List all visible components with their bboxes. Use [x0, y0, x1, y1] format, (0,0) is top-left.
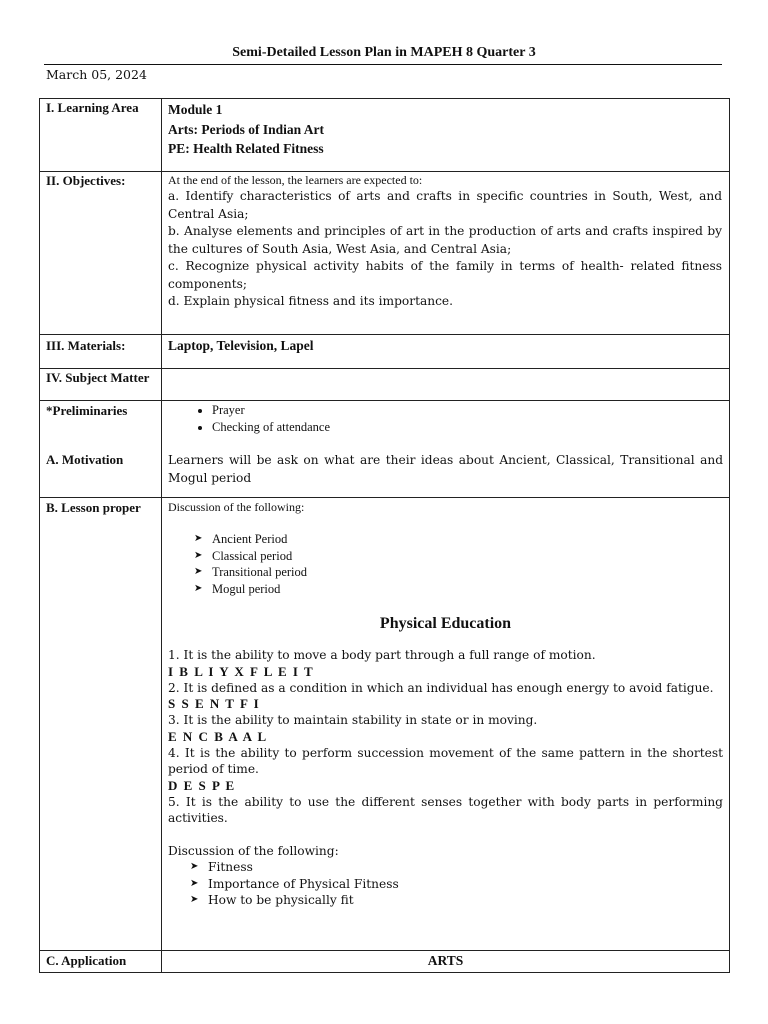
periods-list [168, 531, 723, 597]
list-item [194, 548, 723, 565]
period-label: Mogul period [212, 581, 281, 596]
discussion-label: Importance of Physical Fitness [208, 876, 399, 891]
objective-d: d. Explain physical fitness and its importance. [168, 294, 453, 308]
materials-value: Laptop, Television, Lapel [162, 335, 730, 369]
arrowhead-right-icon: ➤ [194, 566, 203, 577]
objective-a: a. Identify characteristics of arts and crafts in specific countries in South, West, and Central Asia; [168, 189, 722, 221]
lesson-intro: Discussion of the following: [168, 500, 305, 514]
scrambled-word-2: S S E N T F I [168, 696, 261, 711]
scrambled-word-1: I B L I Y X F L E I T [168, 663, 315, 679]
question-2: 2. It is defined as a condition in which an individual has enough energy to avoid fatigue. [168, 680, 714, 695]
period-label: Transitional period [212, 565, 308, 579]
period-label: Ancient Period [212, 532, 288, 546]
label-materials: III. Materials: [40, 335, 162, 369]
document-title: Semi-Detailed Lesson Plan in MAPEH 8 Quarter 3 [232, 45, 536, 60]
lesson-proper-content [162, 498, 730, 951]
arrowhead-right-icon: ➤ [190, 861, 199, 872]
arrowhead-right-icon: ➤ [194, 533, 203, 544]
motivation-text: Learners will be ask on what are their ideas about Ancient, Classical, Transitional and Mogul period [168, 453, 723, 485]
label-lesson-proper: B. Lesson proper [40, 498, 162, 951]
lesson-plan-table [39, 98, 730, 973]
arrowhead-right-icon: ➤ [190, 877, 199, 889]
question-4: 4. It is the ability to perform succession movement of the same pattern in the shortest period of time. [168, 745, 723, 776]
objective-c: c. Recognize physical activity habits of the family in terms of health- related fitness components; [168, 259, 722, 291]
module-title: Module 1 [168, 102, 223, 117]
discussion-label: How to be physically fit [208, 893, 354, 907]
list-item [194, 581, 723, 598]
label-motivation: A. Motivation [46, 452, 124, 467]
arrowhead-right-icon: ➤ [194, 549, 203, 561]
learning-area-content [162, 99, 730, 172]
label-subject-matter: IV. Subject Matter [40, 369, 162, 401]
application-heading: ARTS [162, 951, 730, 973]
pe-topic: PE: Health Related Fitness [168, 141, 324, 156]
title-rule [44, 64, 722, 65]
list-item: • Prayer [212, 402, 723, 419]
label-prelim-motivation [40, 401, 162, 498]
list-item [194, 564, 723, 581]
discussion-label: Fitness [208, 860, 253, 874]
arts-topic: Arts: Periods of Indian Art [168, 121, 324, 137]
discussion-list [168, 859, 723, 909]
question-1: 1. It is the ability to move a body part through a full range of motion. [168, 648, 596, 662]
label-objectives: II. Objectives: [40, 172, 162, 335]
objectives-content [162, 172, 730, 335]
list-item: • Checking of attendance [212, 419, 723, 436]
list-item [190, 876, 723, 893]
list-item [190, 892, 723, 909]
label-application: C. Application [40, 951, 162, 973]
row-lesson-proper [40, 498, 730, 951]
row-preliminaries [40, 401, 730, 498]
label-preliminaries: *Preliminaries [46, 403, 128, 418]
question-3: 3. It is the ability to maintain stability in state or in moving. [168, 713, 538, 727]
objective-b: b. Analyse elements and principles of art in the production of arts and crafts inspired by the cultures of South Asia, West Asia, and Central Asia; [168, 224, 722, 256]
row-application [40, 951, 730, 973]
prelim-motivation-content [162, 401, 730, 498]
arrowhead-right-icon: ➤ [194, 582, 203, 594]
period-label: Classical period [212, 548, 293, 563]
list-item [194, 531, 723, 548]
preliminaries-list [168, 402, 723, 436]
lesson-date: March 05, 2024 [46, 67, 147, 82]
discussion-intro: Discussion of the following: [168, 843, 339, 858]
row-subject-matter [40, 369, 730, 401]
question-5: 5. It is the ability to use the different senses together with body parts in performing activities. [168, 794, 723, 825]
scrambled-word-3: E N C B A A L [168, 728, 268, 744]
row-materials [40, 335, 730, 369]
list-item [190, 859, 723, 876]
row-learning-area [40, 99, 730, 172]
label-learning-area: I. Learning Area [40, 99, 162, 172]
pe-heading: Physical Education [379, 615, 512, 632]
objectives-intro: At the end of the lesson, the learners are expected to: [168, 173, 423, 187]
arrowhead-right-icon: ➤ [190, 894, 199, 905]
row-objectives [40, 172, 730, 335]
scrambled-word-4: D E S P E [168, 777, 236, 793]
subject-matter-value [162, 369, 730, 401]
